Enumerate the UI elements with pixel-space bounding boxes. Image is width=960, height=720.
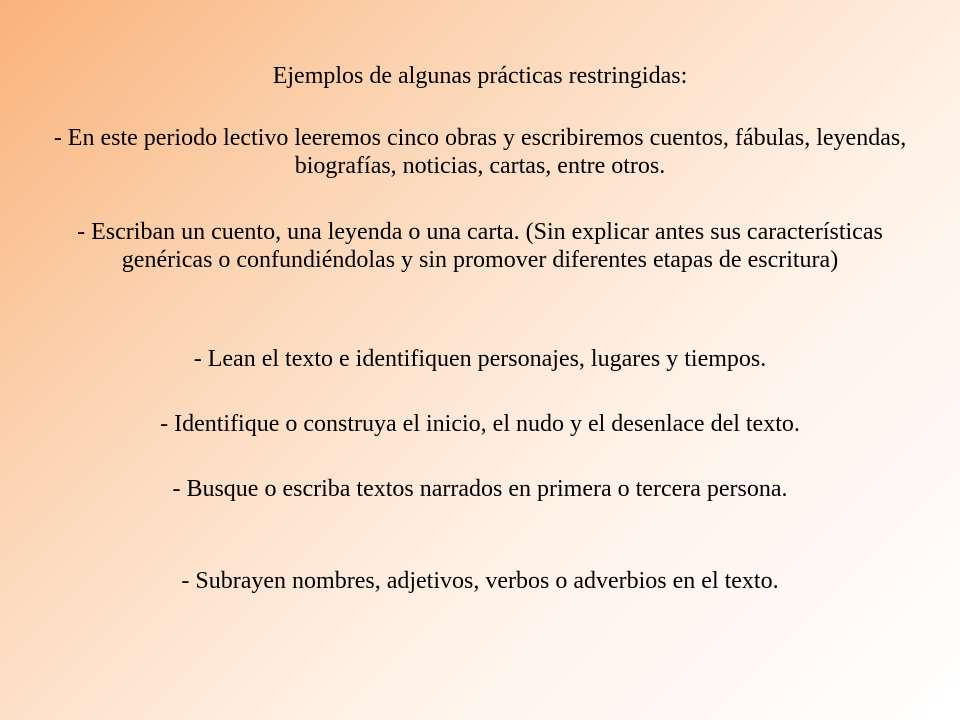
practice-item-write-story: - Escriban un cuento, una leyenda o una carta. (Sin explicar antes sus características genéricas o confundiéndolas y sin promover diferentes etapas de escritura) bbox=[77, 219, 883, 273]
practice-item-story-structure: - Identifique o construya el inicio, el nudo y el desenlace del texto. bbox=[160, 411, 800, 437]
practice-item-reading-plan: - En este periodo lectivo leeremos cinco obras y escribiremos cuentos, fábulas, leyendas, biografías, noticias, cartas, entre otros. bbox=[53, 125, 907, 179]
slide-title: Ejemplos de algunas prácticas restringidas: bbox=[272, 63, 688, 89]
practice-item-narrator-person: - Busque o escriba textos narrados en primera o tercera persona. bbox=[172, 476, 788, 502]
practice-item-identify-characters: - Lean el texto e identifiquen personajes, lugares y tiempos. bbox=[193, 346, 767, 372]
practice-item-underline-words: - Subrayen nombres, adjetivos, verbos o adverbios en el texto. bbox=[181, 568, 779, 594]
